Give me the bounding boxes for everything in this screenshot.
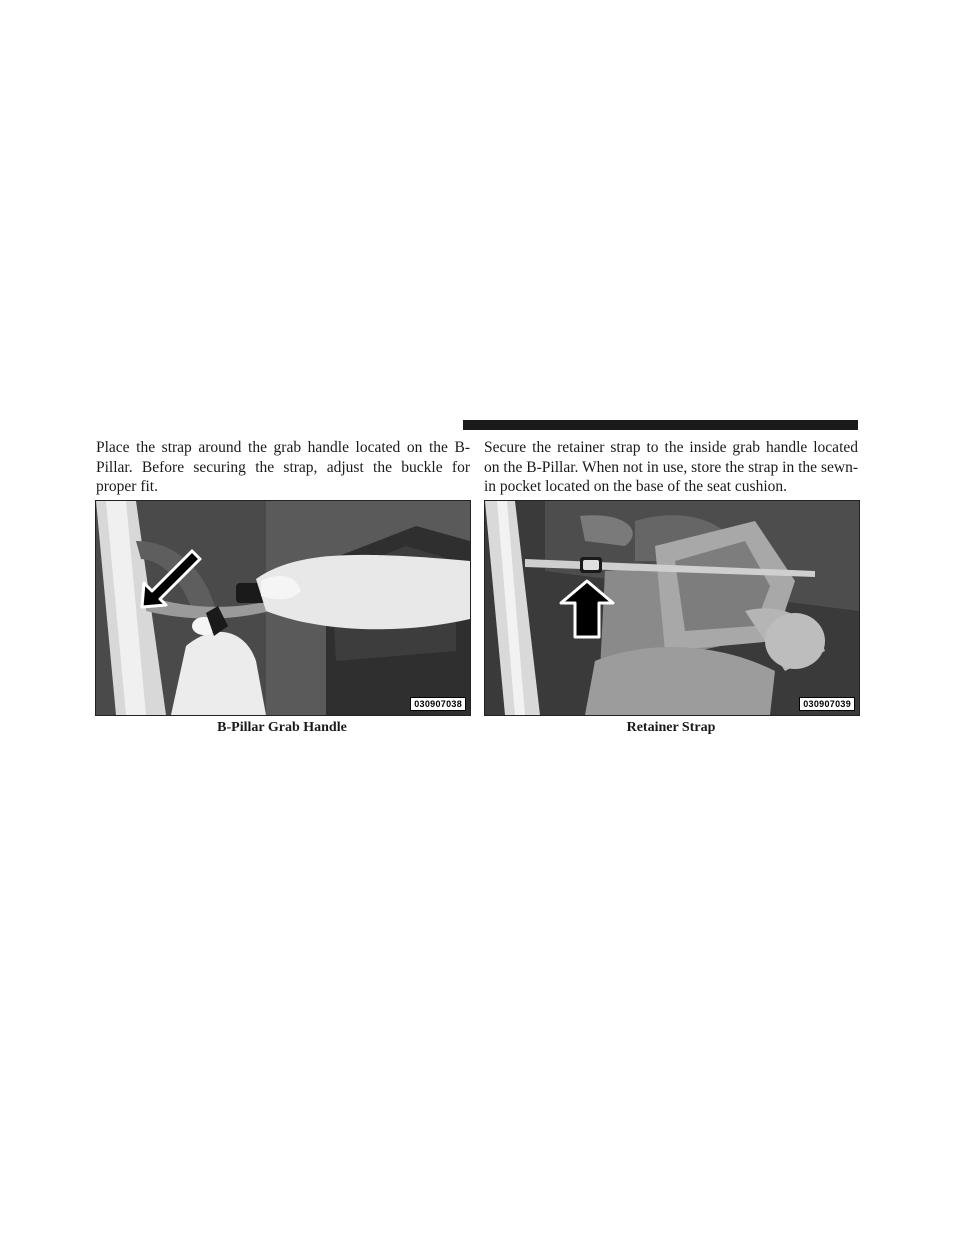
figure-caption-right: Retainer Strap	[626, 720, 716, 735]
figure-code-left: 030907038	[410, 697, 466, 711]
retainer-strap-scene	[485, 501, 859, 715]
instruction-paragraph-right: Secure the retainer strap to the inside grab handle located on the B-Pillar. When not in use, store the strap in the sewn-in pocket located on the base of the seat cushion.	[484, 439, 858, 495]
instruction-paragraph-left: Place the strap around the grab handle located on the B-Pillar. Before securing the strap, adjust the buckle for proper fit.	[96, 439, 470, 495]
retainer-strap-photo	[484, 500, 860, 716]
b-pillar-grab-handle-photo	[95, 500, 471, 716]
section-header-bar	[463, 420, 858, 430]
figure-code-right: 030907039	[799, 697, 855, 711]
b-pillar-scene	[96, 501, 470, 715]
figure-caption-left: B-Pillar Grab Handle	[217, 720, 347, 735]
